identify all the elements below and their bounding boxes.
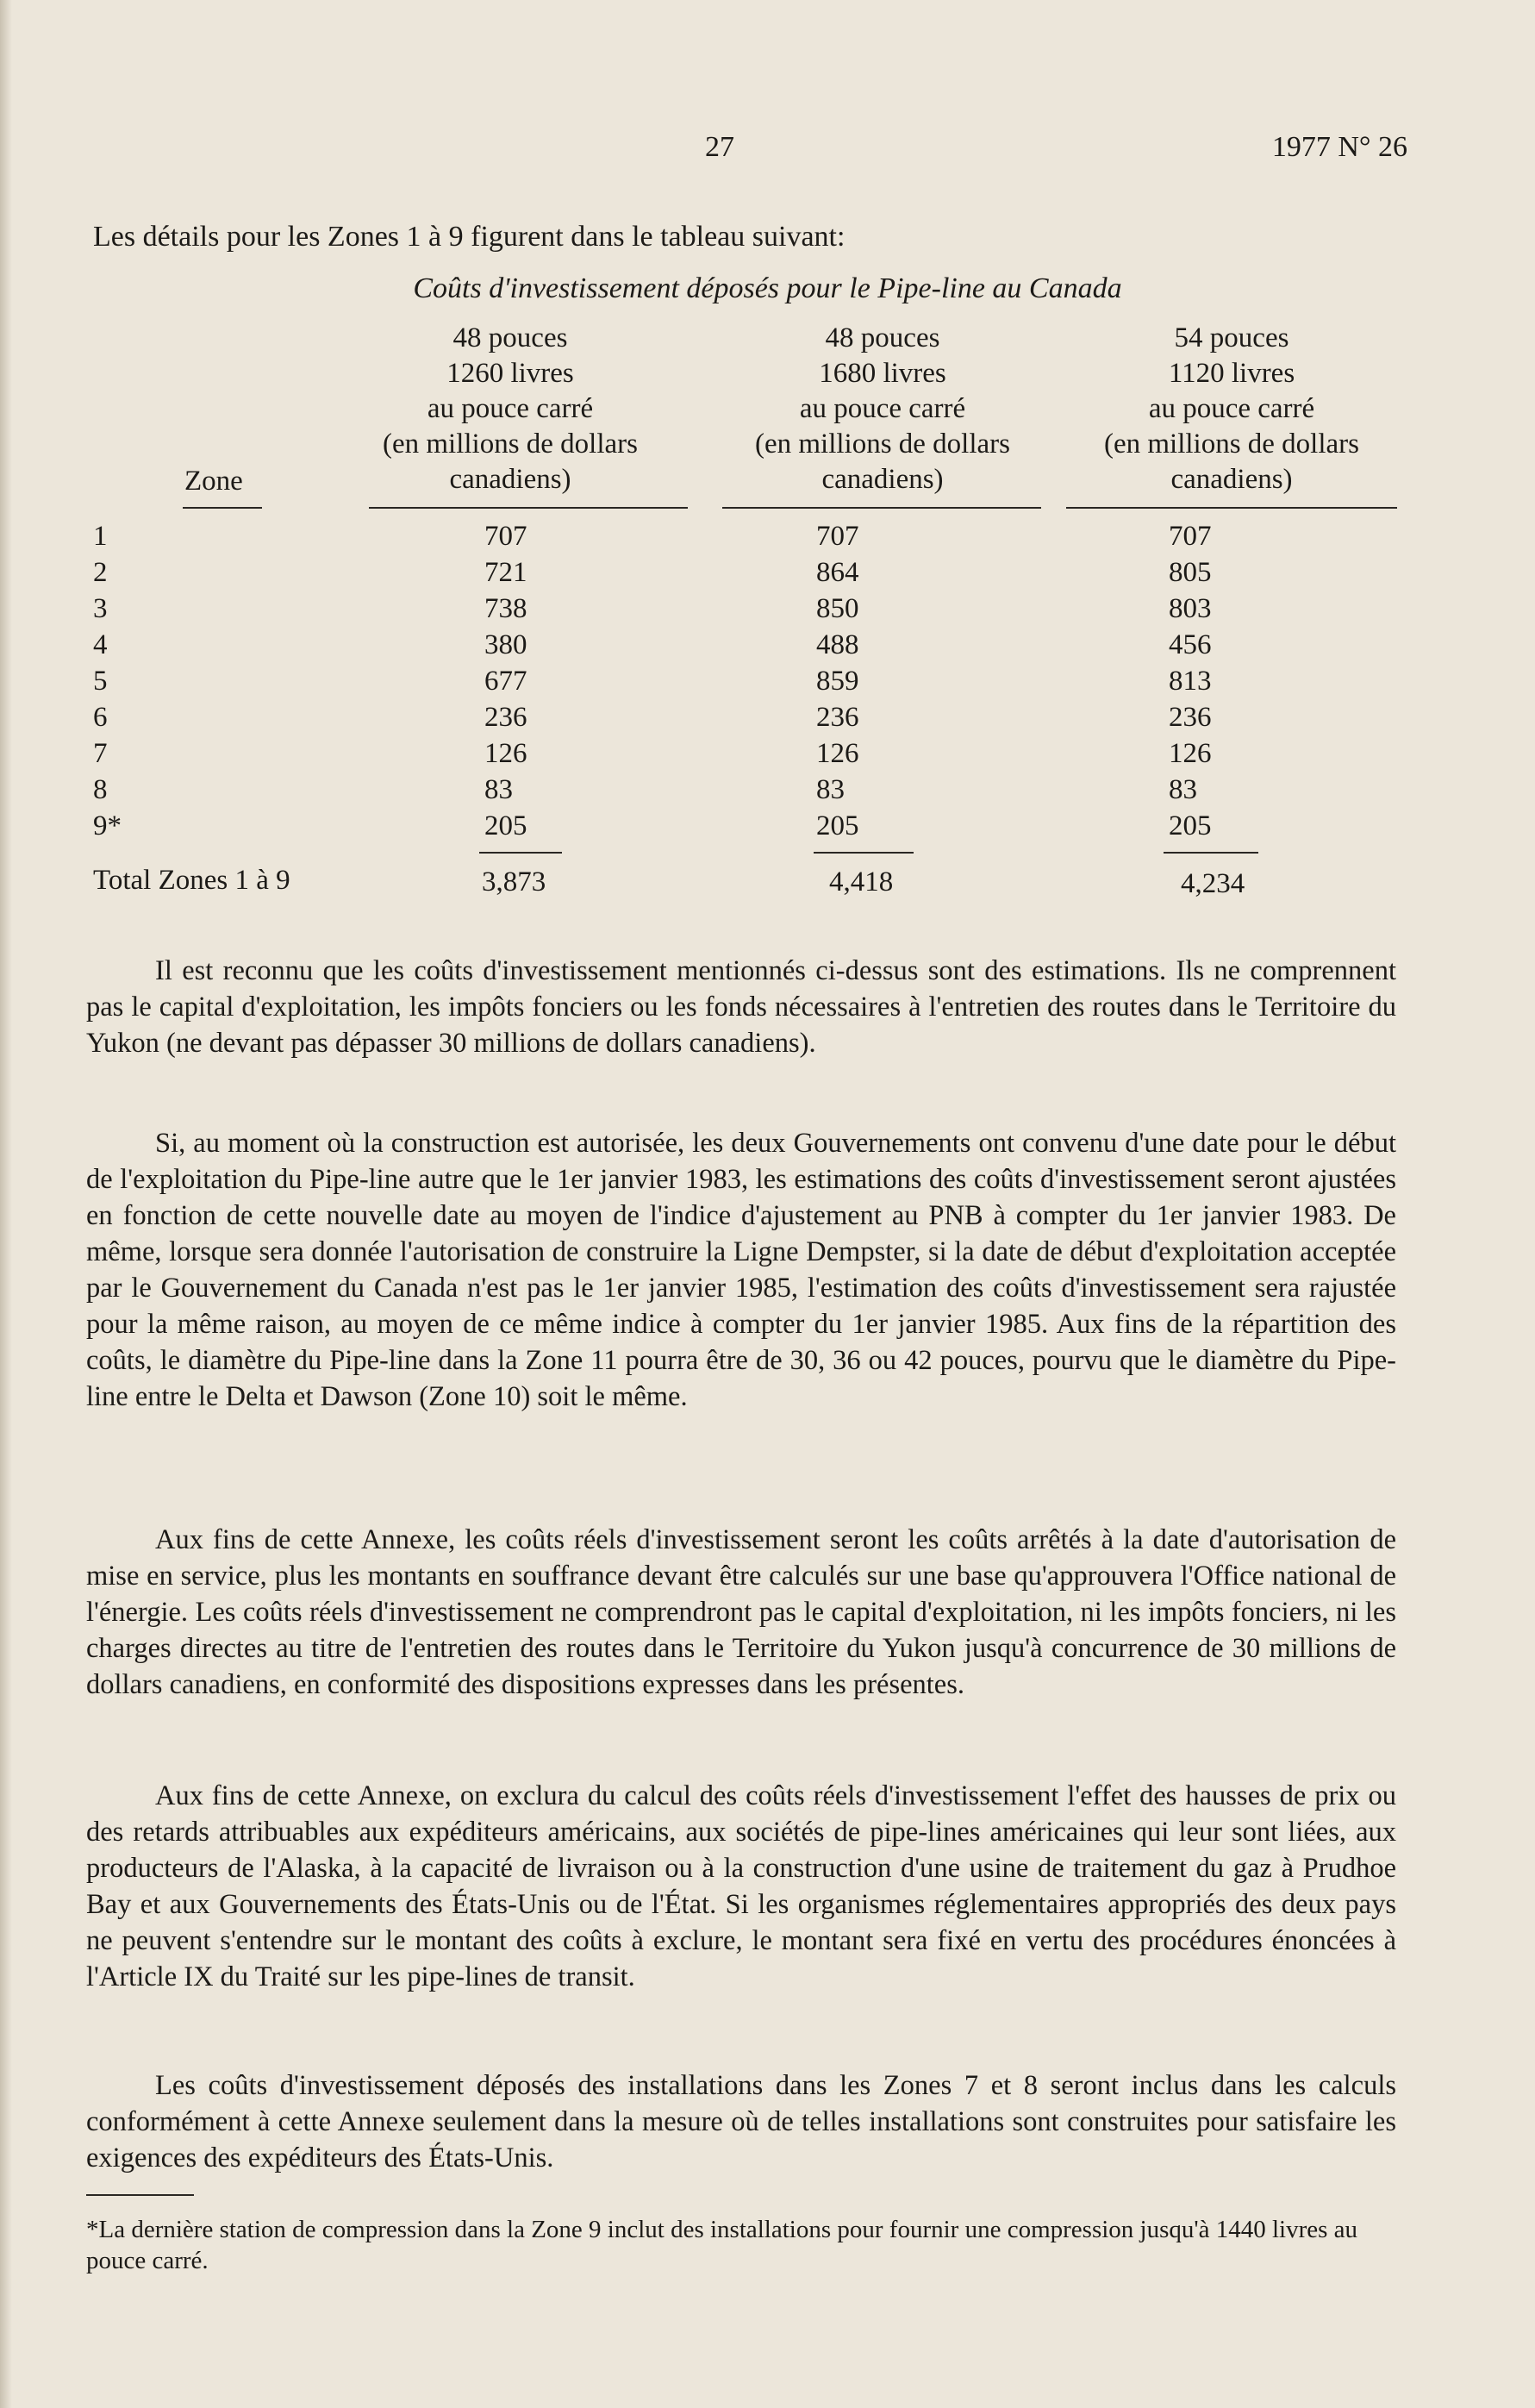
column-header-2: 48 pouces 1680 livres au pouce carré (en millions de dollars canadiens) <box>754 322 1011 495</box>
intro-text: Les détails pour les Zones 1 à 9 figurent dans le tableau suivant: <box>93 221 845 253</box>
table-cell: 205 <box>1169 810 1212 841</box>
paragraph: Les coûts d'investissement déposés des installations dans les Zones 7 et 8 seront inclus dans les calculs conformément à cette Annexe seulement dans la mesure où de telles installations sont construites pour satisfaire les exigences des expéditeurs des États-Unis. <box>86 2070 1396 2173</box>
header-rule-col1 <box>369 507 688 509</box>
table-cell: 456 <box>1169 629 1212 660</box>
table-row-zone: 5 <box>93 666 108 697</box>
table-cell: 677 <box>484 666 527 697</box>
table-cell: 83 <box>816 774 845 805</box>
table-row-zone: 7 <box>93 738 108 769</box>
footnote: *La dernière station de compression dans la Zone 9 inclut des installations pour fournir une compression jusqu'à 1440 livres au pouce carré. <box>86 2216 1358 2274</box>
sum-rule-col3 <box>1164 852 1258 854</box>
table-cell: 803 <box>1169 593 1212 624</box>
table-cell: 126 <box>816 738 859 769</box>
table-cell: 236 <box>484 702 527 733</box>
table-cell: 83 <box>1169 774 1197 805</box>
table-cell: 83 <box>484 774 513 805</box>
table-row-zone: 1 <box>93 521 108 552</box>
table-row-zone: 4 <box>93 629 108 660</box>
page-number: 27 <box>705 131 734 163</box>
table-cell: 205 <box>484 810 527 841</box>
table-cell: 236 <box>1169 702 1212 733</box>
table-row-zone: 6 <box>93 702 108 733</box>
paragraph: Il est reconnu que les coûts d'investissement mentionnés ci-dessus sont des estimations. Ils ne comprennent pas le capital d'exploitation, les impôts fonciers ou les fonds nécessaires à l'entretien des routes dans le Territoire du Yukon (ne devant pas dépasser 30 millions de dollars canadiens). <box>86 955 1396 1059</box>
table-cell: 864 <box>816 557 859 588</box>
table-cell: 488 <box>816 629 859 660</box>
table-cell: 859 <box>816 666 859 697</box>
sum-rule-col1 <box>479 852 562 854</box>
table-cell: 707 <box>484 521 527 552</box>
table-cell: 813 <box>1169 666 1212 697</box>
page-edge-shadow <box>0 0 12 2408</box>
issue-number: 1977 N° 26 <box>1271 131 1407 163</box>
header-rule-col3 <box>1066 507 1397 509</box>
footnote-rule <box>86 2194 194 2196</box>
table-cell: 236 <box>816 702 859 733</box>
table-cell: 707 <box>1169 521 1212 552</box>
table-cell: 205 <box>816 810 859 841</box>
table-cell: 126 <box>1169 738 1212 769</box>
paragraph: Aux fins de cette Annexe, les coûts réels d'investissement seront les coûts arrêtés à la date d'autorisation de mise en service, plus les montants en souffrance devant être calculés sur une base qu'approuvera l'Office national de l'énergie. Les coûts réels d'investissement ne comprendront pas le capital d'exploitation, ni les impôts fonciers, ni les charges directes au titre de l'entretien des routes dans le Territoire du Yukon jusqu'à concurrence de 30 millions de dollars canadiens, en conformité des dispositions expresses dans les présentes. <box>86 1524 1396 1700</box>
table-cell: 380 <box>484 629 527 660</box>
total-cell: 4,234 <box>1181 868 1245 899</box>
table-cell: 850 <box>816 593 859 624</box>
paragraph: Aux fins de cette Annexe, on exclura du calcul des coûts réels d'investissement l'effet des hausses de prix ou des retards attribuables aux expéditeurs américains, aux sociétés de pipe-lines américaines qui leur sont liées, aux producteurs de l'Alaska, à la capacité de livraison ou à la construction d'une usine de traitement du gaz à Prudhoe Bay et aux Gouvernements des États-Unis ou de l'État. Si les organismes réglementaires appropriés des deux pays ne peuvent s'entendre sur le montant des coûts à exclure, le montant sera fixé en vertu des procédures énoncées à l'Article IX du Traité sur les pipe-lines de transit. <box>86 1780 1396 1992</box>
table-row-zone: 3 <box>93 593 108 624</box>
header-rule-zone <box>183 507 262 509</box>
table-row-zone: 8 <box>93 774 108 805</box>
table-row-zone: 2 <box>93 557 108 588</box>
column-header-1: 48 pouces 1260 livres au pouce carré (en millions de dollars canadiens) <box>382 322 639 495</box>
sum-rule-col2 <box>814 852 914 854</box>
paragraph: Si, au moment où la construction est autorisée, les deux Gouvernements ont convenu d'une date pour le début de l'exploitation du Pipe-line autre que le 1er janvier 1983, les estimations des coûts d'investissement seront ajustées en fonction de cette nouvelle date au moyen de l'indice d'ajustement au PNB à compter du 1er janvier 1983. De même, lorsque sera donnée l'autorisation de construire la Ligne Dempster, si la date de début d'exploitation acceptée par le Gouvernement du Canada n'est pas le 1er janvier 1985, l'estimation des coûts d'investissement sera rajustée pour la même raison, au moyen de ce même indice à compter du 1er janvier 1985. Aux fins de la répartition des coûts, le diamètre du Pipe-line dans la Zone 11 pourra être de 30, 36 ou 42 pouces, pourvu que le diamètre du Pipe-line entre le Delta et Dawson (Zone 10) soit le même. <box>86 1128 1396 1412</box>
table-cell: 707 <box>816 521 859 552</box>
total-cell: 3,873 <box>482 866 546 898</box>
table-cell: 738 <box>484 593 527 624</box>
table-row-zone: 9* <box>93 810 122 841</box>
table-caption: Coûts d'investissement déposés pour le Pipe-line au Canada <box>413 272 1122 304</box>
table-cell: 126 <box>484 738 527 769</box>
total-row-label: Total Zones 1 à 9 <box>93 865 290 896</box>
total-cell: 4,418 <box>829 866 894 898</box>
table-cell: 721 <box>484 557 527 588</box>
zone-column-header: Zone <box>184 466 243 497</box>
column-header-3: 54 pouces 1120 livres au pouce carré (en millions de dollars canadiens) <box>1103 322 1360 495</box>
header-rule-col2 <box>722 507 1041 509</box>
table-cell: 805 <box>1169 557 1212 588</box>
